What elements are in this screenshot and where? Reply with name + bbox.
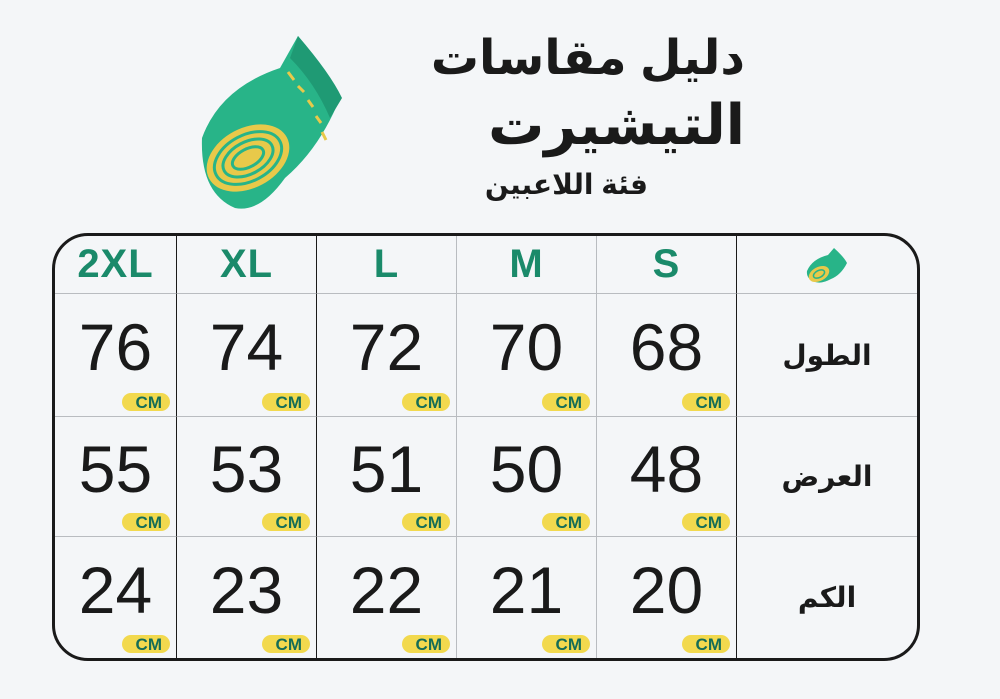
value-cell <box>55 417 177 537</box>
unit-badge: CM <box>262 635 310 653</box>
measurement-value: 23 <box>209 552 284 627</box>
measurement-value: 70 <box>489 310 564 384</box>
size-header-2xl <box>55 236 177 294</box>
value-cell <box>177 537 317 658</box>
value-cell <box>457 294 597 417</box>
size-chart-table <box>52 233 920 661</box>
unit-badge: CM <box>262 393 310 411</box>
unit-badge: CM <box>682 635 730 653</box>
row-label-sleeve: الكم <box>797 582 857 613</box>
value-cell <box>597 294 737 417</box>
unit-badge: CM <box>542 393 590 411</box>
value-cell <box>317 537 457 658</box>
page-subtitle: فئة اللاعبين <box>484 169 648 200</box>
value-cell <box>597 537 737 658</box>
value-cell <box>317 417 457 537</box>
size-label: S <box>652 242 681 286</box>
measurement-value: 68 <box>629 310 704 384</box>
page-title-line2: التيشيرت <box>488 93 745 156</box>
unit-badge: CM <box>402 393 450 411</box>
size-grid <box>55 236 917 658</box>
size-header-l <box>317 236 457 294</box>
measurement-value: 24 <box>78 552 153 627</box>
size-header-xl <box>177 236 317 294</box>
value-cell <box>177 417 317 537</box>
unit-badge: CM <box>542 513 590 531</box>
row-label-cell <box>737 537 917 658</box>
measuring-tape-icon <box>190 28 360 218</box>
measurement-value: 72 <box>349 310 424 384</box>
size-header-s <box>597 236 737 294</box>
row-label-cell <box>737 417 917 537</box>
unit-badge: CM <box>402 635 450 653</box>
measurement-value: 50 <box>489 431 564 506</box>
size-label: L <box>373 242 400 286</box>
measurement-value: 55 <box>78 431 153 506</box>
unit-badge: CM <box>122 393 170 411</box>
value-cell <box>55 294 177 417</box>
value-cell <box>597 417 737 537</box>
unit-badge: CM <box>122 513 170 531</box>
measurement-value: 51 <box>349 431 424 506</box>
unit-badge: CM <box>682 513 730 531</box>
size-header-m <box>457 236 597 294</box>
row-label-width: العرض <box>781 461 873 492</box>
size-label: XL <box>219 242 274 286</box>
header <box>0 0 1000 230</box>
value-cell <box>55 537 177 658</box>
measurement-value: 74 <box>209 310 284 384</box>
unit-badge: CM <box>542 635 590 653</box>
measuring-tape-icon <box>804 247 850 283</box>
unit-badge: CM <box>402 513 450 531</box>
measurement-value: 20 <box>629 552 704 627</box>
measurement-value: 48 <box>629 431 704 506</box>
size-label: M <box>509 242 544 286</box>
value-cell <box>317 294 457 417</box>
measurement-value: 21 <box>489 552 564 627</box>
unit-badge: CM <box>682 393 730 411</box>
measurement-value: 22 <box>349 552 424 627</box>
page-title-line1: دليل مقاسات <box>430 32 745 85</box>
unit-badge: CM <box>262 513 310 531</box>
size-label: 2XL <box>77 242 154 286</box>
value-cell <box>177 294 317 417</box>
value-cell <box>457 417 597 537</box>
measurement-value: 76 <box>78 310 153 384</box>
row-label-cell <box>737 294 917 417</box>
row-label-length: الطول <box>782 339 872 371</box>
corner-cell <box>737 236 917 294</box>
value-cell <box>457 537 597 658</box>
unit-badge: CM <box>122 635 170 653</box>
measurement-value: 53 <box>209 431 284 506</box>
